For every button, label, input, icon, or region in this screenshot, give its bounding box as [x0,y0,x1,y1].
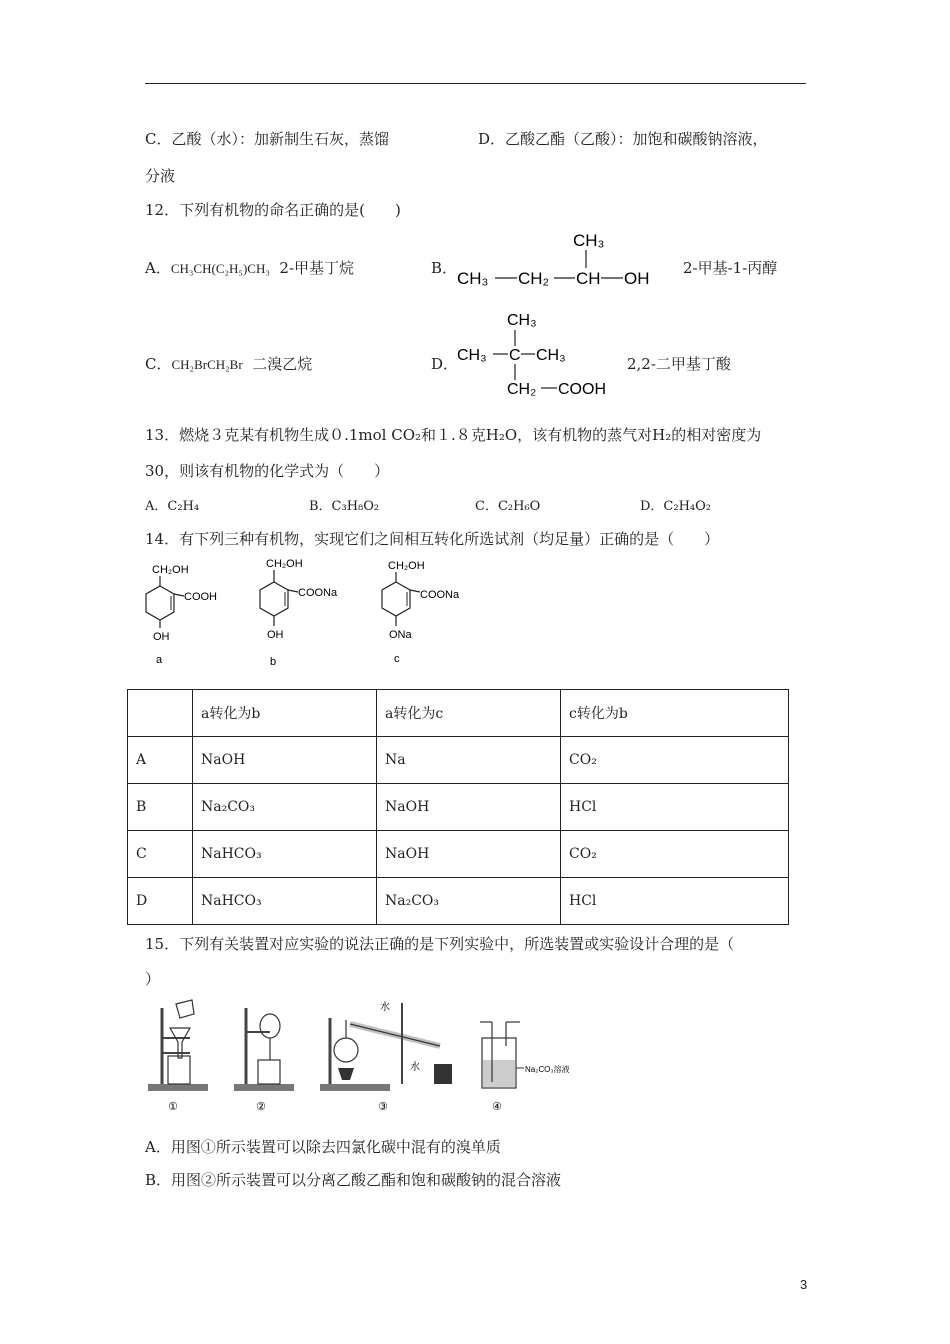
q13-option-c: C．C₂H₆O [475,499,541,514]
table-cell: NaOH [377,784,561,831]
bottle-label: Na₂CO₃溶液 [525,1065,570,1074]
molecule-b-label: b [270,656,277,668]
table-cell: NaOH [193,737,377,784]
molecule-a-bottom: OH [153,631,170,643]
q15-option-b: B．用图②所示装置可以分离乙酸乙酯和饱和碳酸钠的混合溶液 [145,1171,562,1189]
table-header-cell: a转化为c [377,690,561,737]
molecule-b [260,558,338,668]
table-cell: NaOH [377,831,561,878]
q14-molecules [140,556,470,668]
q12-option-c-formula: CH₂BrCH₂Br [171,357,243,372]
q13-stem-line2: 30，则该有机物的化学式为（ ） [145,462,390,480]
q12-option-b-name: 2-甲基-1-丙醇 [683,259,778,277]
q12-option-a-formula: CH₃CH(C₂H₅)CH₃ [170,261,270,276]
table-row [128,737,789,784]
struct-b-ch: CH [576,269,601,288]
q11-option-c: C．乙酸（水）：加新制生石灰，蒸馏 [145,130,389,148]
q12-option-c-label: C． [145,355,172,373]
molecule-b-bottom: OH [267,629,284,641]
table-header-cell: a转化为b [193,690,377,737]
table-cell: Na₂CO₃ [377,878,561,925]
table-cell: B [128,784,193,831]
header-rule [145,83,806,84]
struct-d-ch2: CH₂ [507,381,537,398]
table-cell: D [128,878,193,925]
q12-option-c-name: 二溴乙烷 [252,355,313,373]
q12-option-d-name: 2,2-二甲基丁酸 [627,355,731,373]
molecule-c-side: COONa [420,589,460,601]
table-cell: Na [377,737,561,784]
struct-d-ch3-right: CH₃ [536,347,566,364]
struct-d-c: C [509,347,521,364]
molecule-b-top: CH₂OH [266,558,303,570]
q12-option-c [145,353,312,374]
q12-structure-b [455,228,665,294]
struct-b-ch3-left: CH₃ [457,269,489,288]
q12-option-a-name: 2-甲基丁烷 [279,259,355,277]
table-cell: NaHCO₃ [193,831,377,878]
molecule-a-side: COOH [184,591,217,603]
table-cell: Na₂CO₃ [193,784,377,831]
struct-b-ch3-top: CH₃ [573,231,605,250]
apparatus-1-filtration [148,1000,208,1113]
q12-option-d-label: D． [431,355,459,373]
apparatus-2-separatory-funnel [234,1008,294,1113]
q14-stem: 14．有下列三种有机物，实现它们之间相互转化所选试剂（均足量）正确的是（ ） [145,530,720,548]
molecule-c-label: c [394,653,400,665]
q12-option-b-label: B． [431,259,458,277]
molecule-a [146,564,217,666]
water-in-label: 水 [380,1002,390,1013]
molecule-b-side: COONa [298,587,338,599]
struct-d-ch3-left: CH₃ [457,347,487,364]
q11-option-d-cont: 分液 [145,167,176,185]
q11-option-d: D．乙酸乙酯（乙酸）：加饱和碳酸钠溶液， [478,130,768,148]
table-cell: CO₂ [561,737,789,784]
molecule-a-label: a [156,654,163,666]
q13-option-b: B．C₃H₈O₂ [309,499,380,514]
table-row [128,878,789,925]
q15-apparatus-figure [140,998,600,1116]
page-number: 3 [800,1277,808,1292]
struct-b-ch2: CH₂ [518,269,550,288]
q12-structure-d [455,308,615,400]
q15-stem: 15．下列有关装置对应实验的说法正确的是下列实验中，所选装置或实验设计合理的是（ [145,935,735,953]
table-cell: A [128,737,193,784]
molecule-c-top: CH₂OH [388,560,425,572]
table-cell: NaHCO₃ [193,878,377,925]
table-row [128,831,789,878]
q12-stem: 12．下列有机物的命名正确的是( ) [145,201,401,219]
figure-label-3: ③ [378,1101,388,1113]
q14-options-table [127,689,789,925]
q15-stem-cont: ） [145,970,161,988]
water-out-label: 水 [410,1062,420,1073]
q12-option-a [145,257,354,278]
q12-option-a-label: A． [145,259,171,277]
apparatus-4-wash-bottle [480,1022,570,1113]
molecule-c-bottom: ONa [389,629,412,641]
molecule-c [382,560,460,665]
struct-d-ch3-top: CH₃ [507,312,537,329]
struct-d-cooh: COOH [558,381,606,398]
figure-label-2: ② [256,1101,266,1113]
table-header-cell [128,690,193,737]
table-cell: HCl [561,784,789,831]
table-cell: C [128,831,193,878]
table-cell: HCl [561,878,789,925]
q13-option-d: D．C₂H₄O₂ [640,499,711,514]
molecule-a-top: CH₂OH [152,564,189,576]
apparatus-3-distillation [320,1000,452,1113]
figure-label-1: ① [168,1101,178,1113]
table-header-row [128,690,789,737]
table-cell: CO₂ [561,831,789,878]
table-header-cell: c转化为b [561,690,789,737]
q13-stem-line1: 13．燃烧３克某有机物生成０.1mol CO₂和１.８克H₂O，该有机物的蒸气对H₂的相对密度为 [145,426,762,444]
struct-b-oh: OH [624,269,650,288]
q15-option-a: A．用图①所示装置可以除去四氯化碳中混有的溴单质 [145,1138,501,1156]
q13-option-a: A．C₂H₄ [145,499,200,514]
figure-label-4: ④ [492,1101,502,1113]
table-row [128,784,789,831]
